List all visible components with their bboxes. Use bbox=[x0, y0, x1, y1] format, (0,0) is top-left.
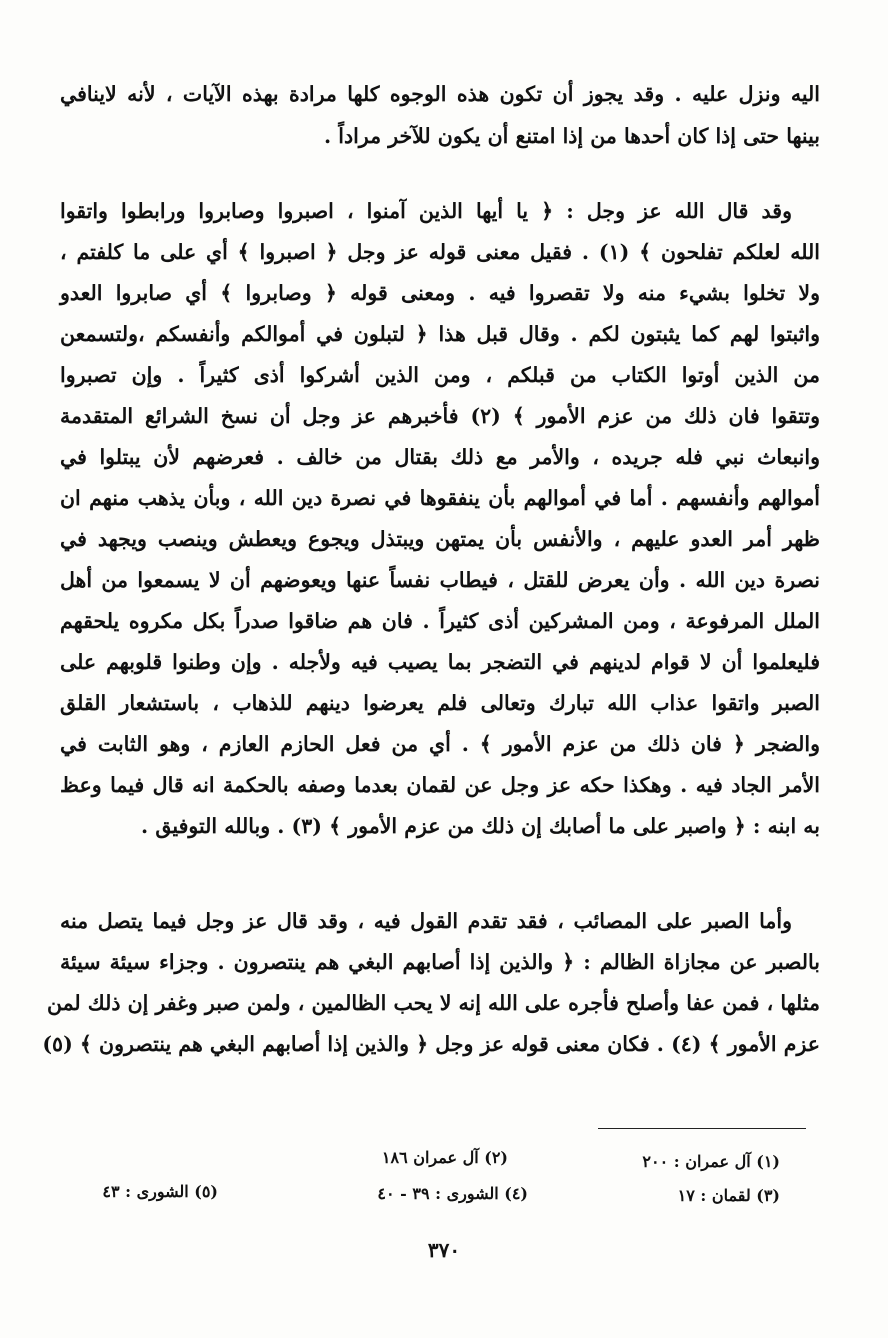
footnote-5: (٥) الشورى : ٤٣ bbox=[102, 1182, 218, 1201]
text-line: به ابنه : ﴿ واصبر على ما أصابك إن ذلك من عزم الأمور ﴾ (٣) . وبالله التوفيق . bbox=[141, 814, 820, 838]
text-line: عزم الأمور ﴾ (٤) . فكان معنى قوله عز وجل ﴿ والذين إذا أصابهم البغي هم ينتصرون ﴾ (٥) bbox=[42, 1032, 820, 1056]
text-line: من الذين أوتوا الكتاب من قبلكم ، ومن الذين أشركوا أذى كثيراً . وإن تصبروا bbox=[60, 363, 820, 387]
text-line: واثبتوا لهم كما يثبتون لكم . وقال قبل هذا ﴿ لتبلون في أموالكم وأنفسكم ،ولتسمعن bbox=[60, 322, 820, 346]
text-line: فليعلموا أن لا قوام لدينهم في التضجر بما يصيب فيه ولأجله . وإن وطنوا قلوبهم على bbox=[60, 650, 820, 674]
footnote-4: (٤) الشورى : ٣٩ - ٤٠ bbox=[377, 1184, 528, 1203]
text-line: الأمر الجاد فيه . وهكذا حكه عز وجل عن لقمان بعدما وصفه بالحكمة انه قال فيما وعظ bbox=[60, 773, 820, 797]
text-line: مثلها ، فمن عفا وأصلح فأجره على الله إنه لا يحب الظالمين ، ولمن صبر وغفر إن ذلك لمن bbox=[46, 991, 820, 1015]
text-line: الصبر واتقوا عذاب الله تبارك وتعالى فلم يعرضوا دينهم للذهاب ، باستشعار القلق bbox=[60, 691, 820, 715]
text-line: بالصبر عن مجازاة الظالم : ﴿ والذين إذا أصابهم البغي هم ينتصرون . وجزاء سيئة سيئة bbox=[60, 950, 820, 974]
text-line: والضجر ﴿ فان ذلك من عزم الأمور ﴾ . أي من فعل الحازم العازم ، وهو الثابت في bbox=[60, 732, 820, 756]
text-line: الملل المرفوعة ، ومن المشركين أذى كثيراً . فان هم ضاقوا صدراً بكل مكروه يلحقهم bbox=[60, 609, 820, 633]
footnote-2: (٢) آل عمران ١٨٦ bbox=[381, 1148, 508, 1167]
footnote-1: (١) آل عمران : ٢٠٠ bbox=[642, 1152, 780, 1171]
text-line: وأما الصبر على المصائب ، فقد تقدم القول فيه ، وقد قال عز وجل فيما يتصل منه bbox=[60, 909, 792, 933]
text-line: اليه ونزل عليه . وقد يجوز أن تكون هذه الوجوه كلها مرادة بهذه الآيات ، لأنه لاينافي bbox=[60, 82, 820, 106]
text-line: بينها حتى إذا كان أحدها من إذا امتنع أن يكون للآخر مراداً . bbox=[323, 124, 820, 148]
text-line: ظهر أمر العدو عليهم ، والأنفس بأن يمتهن ويبتذل ويجوع ويعطش وينصب ويجهد في bbox=[60, 527, 820, 551]
footnote-separator bbox=[598, 1128, 806, 1129]
text-line: نصرة دين الله . وأن يعرض للقتل ، فيطاب نفساً عنها ويعوضهم أن لا يسمعوا من أهل bbox=[60, 568, 820, 592]
text-line: وقد قال الله عز وجل : ﴿ يا أيها الذين آمنوا ، اصبروا وصابروا ورابطوا واتقوا bbox=[60, 199, 792, 223]
text-line: ولا تخلوا بشيء منه ولا تقصروا فيه . ومعنى قوله ﴿ وصابروا ﴾ أي صابروا العدو bbox=[60, 281, 820, 305]
text-line: وتتقوا فان ذلك من عزم الأمور ﴾ (٢) فأخبرهم عز وجل أن نسخ الشرائع المتقدمة bbox=[60, 404, 820, 428]
text-line: أموالهم وأنفسهم . أما في أموالهم بأن ينفقوها في نصرة دين الله ، وبأن يذهب منهم ان bbox=[60, 486, 820, 510]
footnote-3: (٣) لقمان : ١٧ bbox=[677, 1186, 780, 1205]
text-line: الله لعلكم تفلحون ﴾ (١) . فقيل معنى قوله عز وجل ﴿ اصبروا ﴾ أي على ما كلفتم ، bbox=[60, 240, 820, 264]
text-line: وانبعاث نبي فله جريده ، والأمر مع ذلك بقتال من خالف . فعرضهم لأن يبتلوا في bbox=[60, 445, 820, 469]
page-number: ٣٧٠ bbox=[427, 1238, 461, 1262]
